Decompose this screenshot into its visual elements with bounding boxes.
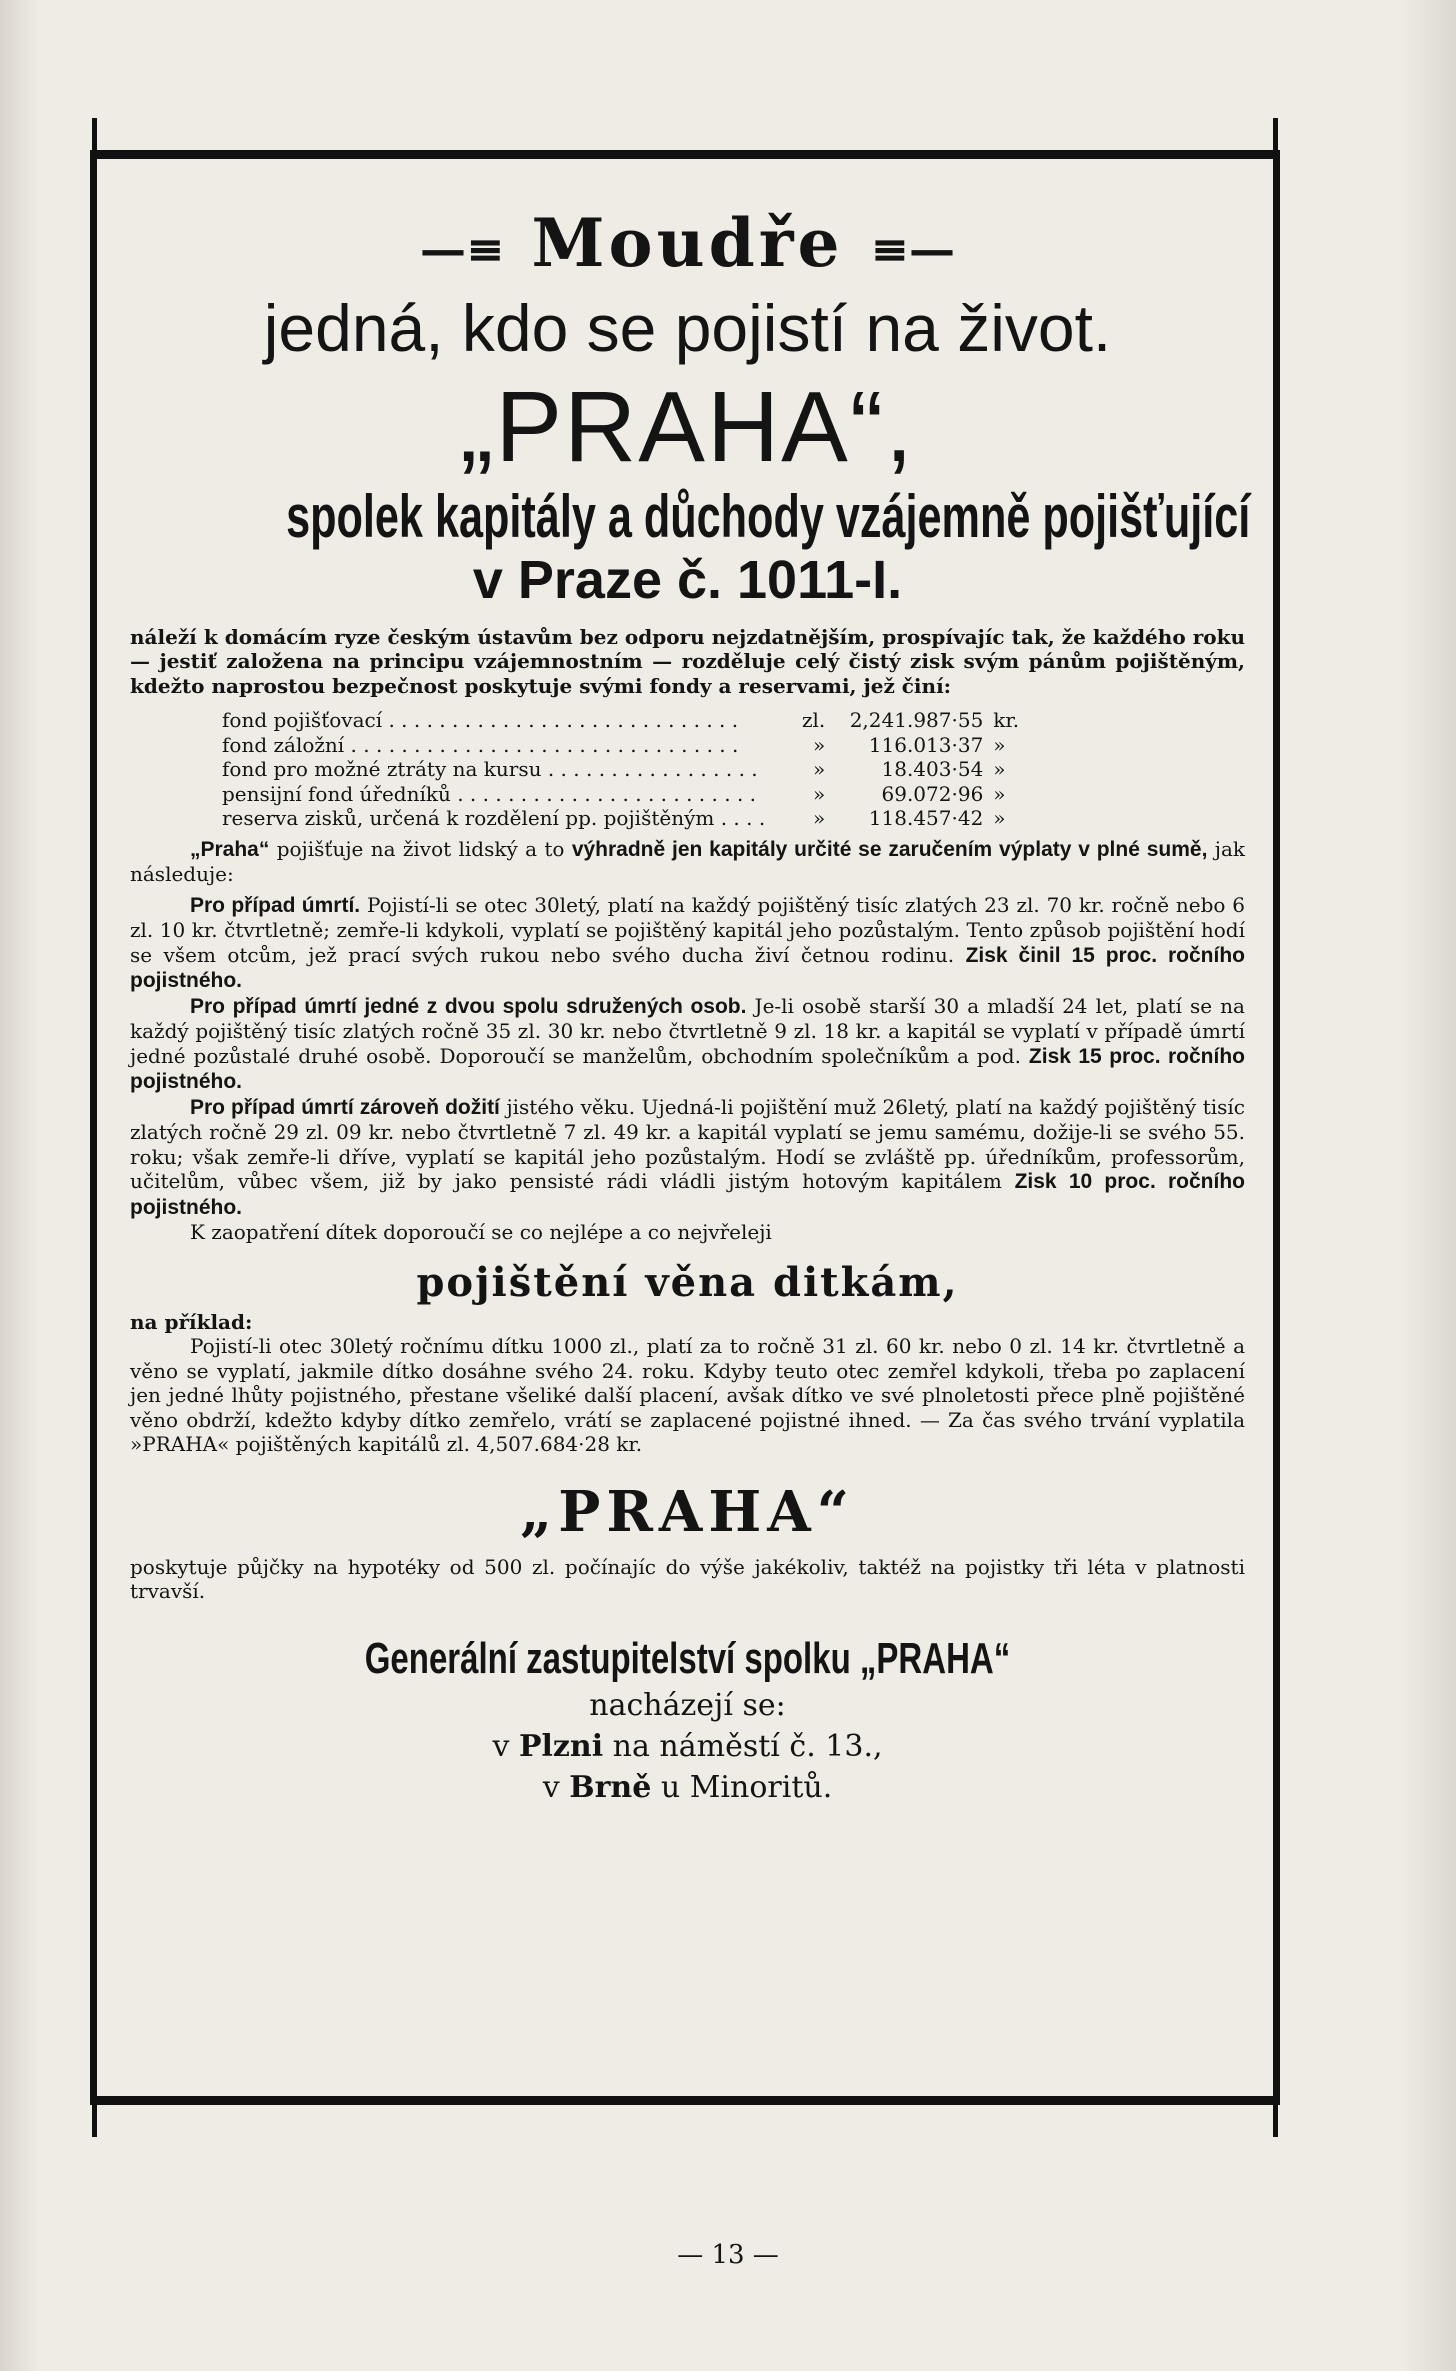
paragraph-loans: poskytuje půjčky na hypotéky od 500 zl. počínajíc do výše jakékoliv, taktéž na pojistky tři léta v platnosti trvavší.: [130, 1554, 1245, 1604]
fund-amount: 18.403·54: [881, 757, 984, 782]
fund-row: [222, 806, 1033, 831]
ad-content: [130, 170, 1251, 1805]
headline-praha-second: „PRAHA“: [520, 1478, 855, 1545]
fund-cur: »: [813, 781, 826, 806]
fund-cur: zl.: [802, 708, 826, 733]
agency-plzen: v Plzni na náměstí č. 13.,: [492, 1728, 883, 1764]
frame-post-top-left: [92, 118, 97, 150]
frame-rule-top: [90, 150, 1280, 159]
funds-table: [222, 708, 1033, 831]
fund-cur: »: [813, 806, 826, 831]
fund-amount: 116.013·37: [868, 732, 984, 757]
fund-name: reserva zisků, určená k rozdělení pp. pojištěným . . . .: [222, 806, 766, 831]
fund-amount: 2,241.987·55: [849, 708, 984, 733]
fund-unit: »: [993, 757, 1006, 782]
frame-rule-right: [1273, 150, 1280, 2105]
fund-cur: »: [813, 757, 826, 782]
headline-jedna: jedná, kdo se pojistí na život.: [263, 291, 1112, 365]
fund-unit: kr.: [993, 708, 1020, 733]
paragraph-death-and-survival: Pro případ úmrtí zároveň dožití jistého věku. Ujedná-li pojištění muž 26letý, platí na každý pojištěný tisíc zlatých ročně 29 zl. 09 kr. nebo čtvrtletně 7 zl. 49 kr. a kapitál vyplatí se jemu samému, dožije-li se svého 55. roku; však zemře-li dříve, vyplatí se kapitál jeho pozůstalým. Hodí se zvláště pp. úředníkům, professorům, učitelům, vůbec všem, již by jako pensisté rádi vládli jistým hotovým kapitálem Zisk 10 proc. ročního pojistného.: [130, 1094, 1246, 1219]
fund-row: [222, 733, 1033, 758]
headline-praha: „PRAHA“,: [460, 371, 915, 484]
advertisement-frame: [90, 150, 1280, 2105]
example-label: na příklad:: [130, 1309, 253, 1334]
fund-name: fond záložní . . . . . . . . . . . . . . . . . . . . . . . . . . . . . . .: [222, 732, 739, 757]
fund-amount: 118.457·42: [868, 806, 984, 831]
fund-row: [222, 782, 1033, 807]
fund-amount: 69.072·96: [881, 781, 984, 806]
frame-rule-bottom: [90, 2096, 1280, 2105]
headline-address: v Praze č. 1011-I.: [472, 550, 903, 611]
fund-name: pensijní fond úředníků . . . . . . . . . . . . . . . . . . . . . . . .: [222, 781, 757, 806]
frame-post-bottom-right: [1273, 2105, 1278, 2137]
headline-spolek: spolek kapitály a důchody vzájemně pojišťující: [286, 483, 1251, 551]
fund-name: fond pro možné ztráty na kursu . . . . . . . . . . . . . . . . .: [222, 757, 758, 782]
fund-unit: »: [993, 806, 1006, 831]
fund-unit: »: [993, 781, 1006, 806]
fund-unit: »: [993, 732, 1006, 757]
frame-rule-left: [90, 150, 97, 2105]
agency-brno: v Brně u Minoritů.: [542, 1769, 833, 1805]
paragraph-children: K zaopatření dítek doporoučí se co nejlépe a co nejvřeleji: [190, 1220, 772, 1245]
headline-general-agency: Generální zastupitelství spolku „PRAHA“: [364, 1633, 1011, 1683]
fund-cur: »: [813, 732, 826, 757]
fund-name: fond pojišťovací . . . . . . . . . . . . . . . . . . . . . . . . . . . .: [222, 708, 739, 733]
intro-paragraph: náleží k domácím ryze českým ústavům bez odporu nejzdatnějším, prospívajíc tak, že každého roku — jestiť založena na principu vzájemnostním — rozděluje celý čistý zisk svým pánům pojištěným, kdežto naprostou bezpečnost poskytuje svými fondy a reservami, jež činí:: [130, 624, 1245, 698]
paragraph-joint-death: Pro případ úmrtí jedné z dvou spolu sdružených osob. Je-li osobě starší 30 a mladší 24 let, platí se na každý pojištěný tisíc zlatých ročně 35 zl. 30 kr. nebo čtvrtletně 9 zl. 18 kr. a kapitál se vyplatí v případě úmrtí jedné pozůstalé druhé osobě. Doporoučí se manželům, obchodním společníkům a pod. Zisk 15 proc. ročního pojistného.: [130, 993, 1245, 1094]
paragraph-death-case: Pro případ úmrtí. Pojistí-li se otec 30letý, platí na každý pojištěný tisíc zlatých 23 zl. 70 kr. ročně nebo 6 zl. 10 kr. čtvrtletně; zemře-li kdykoli, vyplatí se pojištěný kapitál jeho pozůstalým. Tento způsob pojištění hodí se všem otcům, jež prací svých rukou nebo svého ducha živí četnou rodinu. Zisk činil 15 proc. ročního pojistného.: [130, 892, 1245, 993]
paragraph-praha-insures: „Praha“ pojišťuje na život lidský a to výhradně jen kapitály určité se zaručením výplaty v plné sumě, jak následuje:: [130, 836, 1246, 887]
fund-row: [222, 757, 1033, 782]
frame-post-bottom-left: [92, 2105, 97, 2137]
fund-row: [222, 708, 1033, 733]
page-number: — 13 —: [677, 2240, 779, 2270]
paragraph-example: Pojistí-li otec 30letý ročnímu dítku 1000 zl., platí za to ročně 31 zl. 60 kr. nebo 0 zl. 14 kr. čtvrtletně a věno se vyplatí, jakmile dítko dosáhne svého 24. roku. Kdyby teuto otec zemřel kdykoli, třeba po zaplacení jen jedné lhůty pojistného, přestane všeliké další placení, avšak dítko ve své plnoletosti přece plně pojištěné věno obdrží, kdežto kdyby dítko zemřelo, vrátí se zaplacené pojistné ihned. — Za čas svého trvání vyplatila »PRAHA« pojištěných kapitálů zl. 4,507.684·28 kr.: [130, 1334, 1245, 1457]
headline-moudre: —≡ Moudře ≡—: [419, 204, 956, 282]
frame-post-top-right: [1273, 118, 1278, 150]
agency-located-label: nacházejí se:: [589, 1687, 786, 1723]
headline-dowry-insurance: pojištění věna ditkám,: [416, 1258, 959, 1306]
